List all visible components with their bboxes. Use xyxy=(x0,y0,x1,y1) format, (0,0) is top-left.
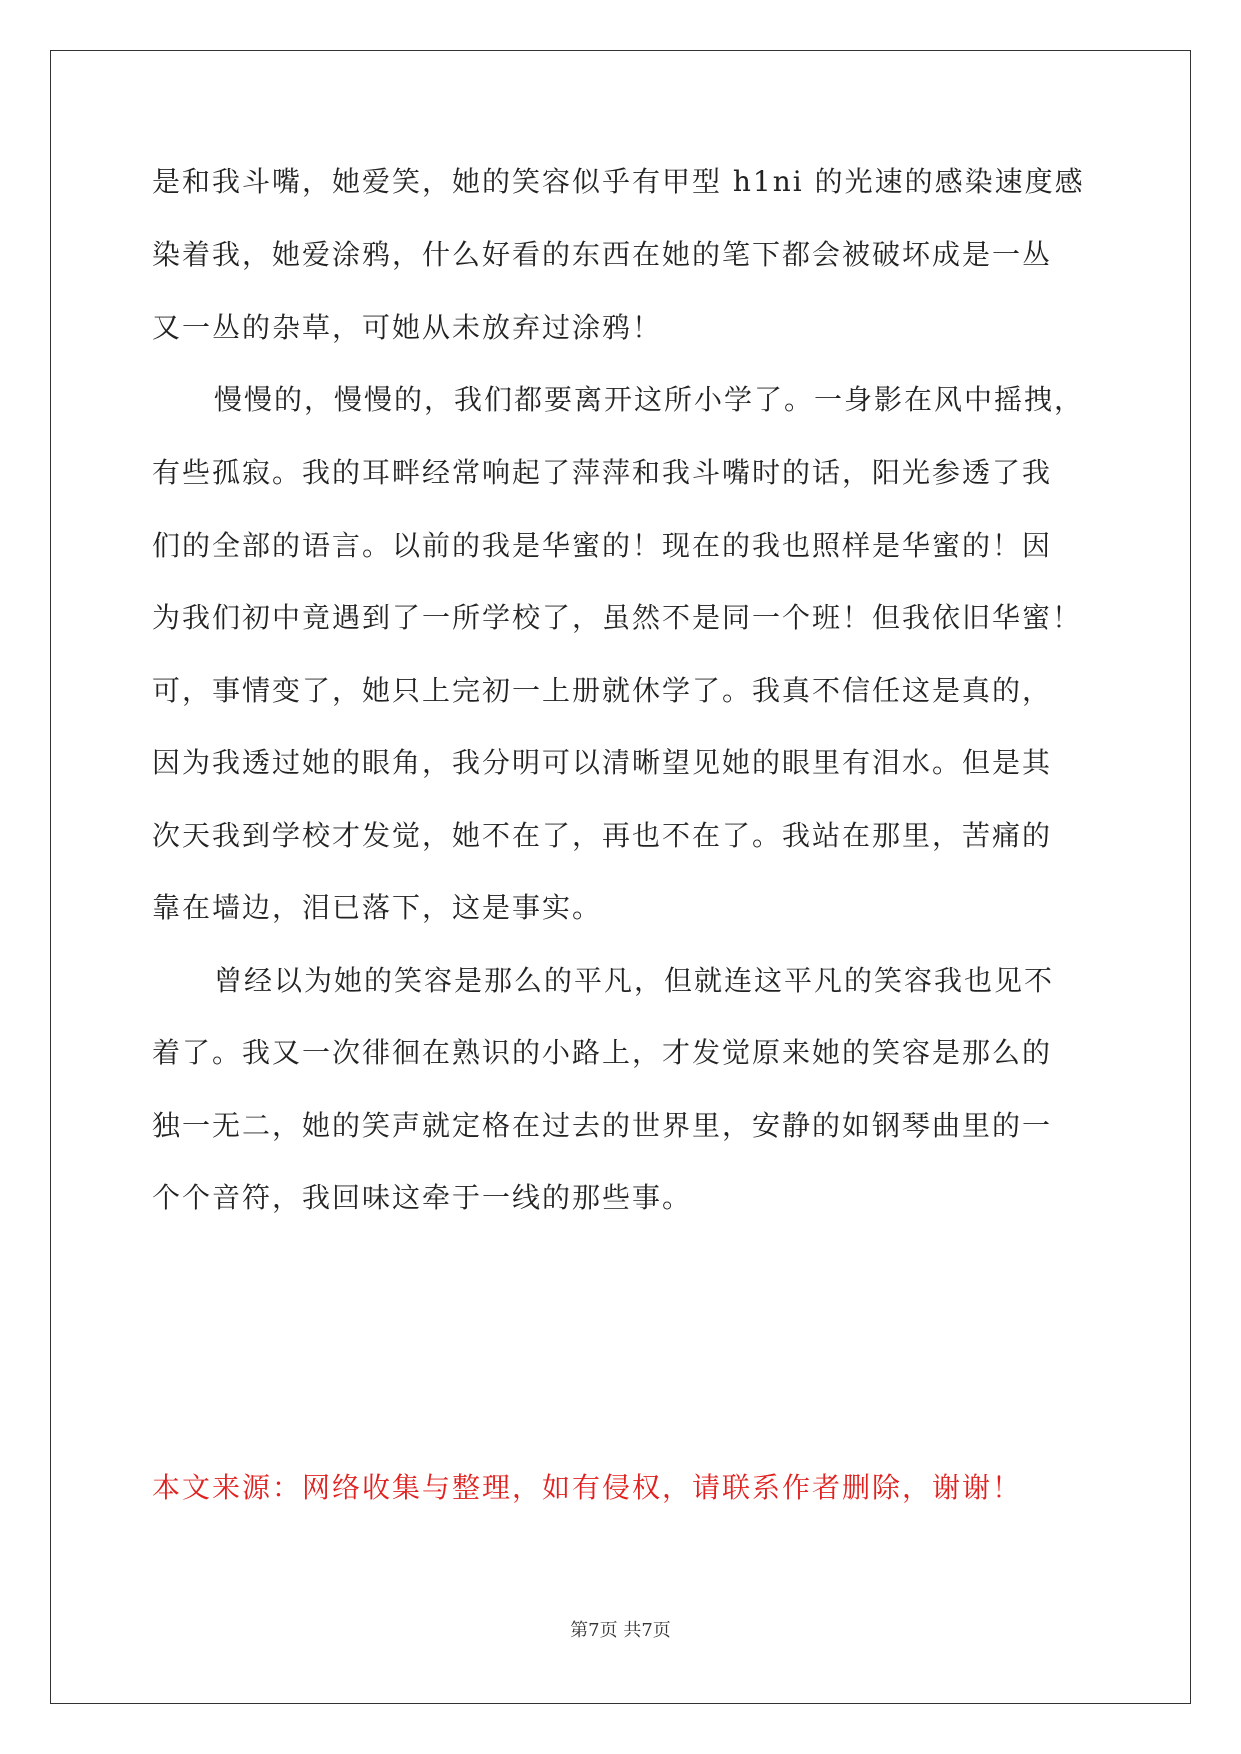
text-line: 们的全部的语言。以前的我是华蜜的！现在的我也照样是华蜜的！因 xyxy=(152,529,1053,562)
text-line: 因为我透过她的眼角，我分明可以清晰望见她的眼里有泪水。但是其 xyxy=(152,746,1053,779)
text-line: 可，事情变了，她只上完初一上册就休学了。我真不信任这是真的， xyxy=(152,674,1053,707)
text-line: 是和我斗嘴，她爱笑，她的笑容似乎有甲型 h1ni 的光速的感染速度感 xyxy=(152,165,1085,198)
text-line: 个个音符，我回味这牵于一线的那些事。 xyxy=(152,1181,693,1214)
text-line: 着了。我又一次徘徊在熟识的小路上，才发觉原来她的笑容是那么的 xyxy=(152,1036,1053,1069)
text-line: 又一丛的杂草，可她从未放弃过涂鸦！ xyxy=(152,311,663,344)
text-line: 染着我，她爱涂鸦，什么好看的东西在她的笔下都会被破坏成是一丛 xyxy=(152,238,1053,271)
source-note: 本文来源：网络收集与整理，如有侵权，请联系作者删除，谢谢！ xyxy=(152,1471,1023,1504)
text-line: 靠在墙边，泪已落下，这是事实。 xyxy=(152,891,603,924)
text-line: 独一无二，她的笑声就定格在过去的世界里，安静的如钢琴曲里的一 xyxy=(152,1109,1053,1142)
page-border xyxy=(50,50,1191,1704)
page-number: 第7页 共7页 xyxy=(570,1620,671,1641)
text-line: 有些孤寂。我的耳畔经常响起了萍萍和我斗嘴时的话，阳光参透了我 xyxy=(152,456,1053,489)
text-line: 次天我到学校才发觉，她不在了，再也不在了。我站在那里，苦痛的 xyxy=(152,819,1053,852)
text-line: 慢慢的，慢慢的，我们都要离开这所小学了。一身影在风中摇拽， xyxy=(214,383,1085,416)
text-line: 曾经以为她的笑容是那么的平凡，但就连这平凡的笑容我也见不 xyxy=(214,964,1055,997)
text-line: 为我们初中竟遇到了一所学校了，虽然不是同一个班！但我依旧华蜜！ xyxy=(152,601,1083,634)
